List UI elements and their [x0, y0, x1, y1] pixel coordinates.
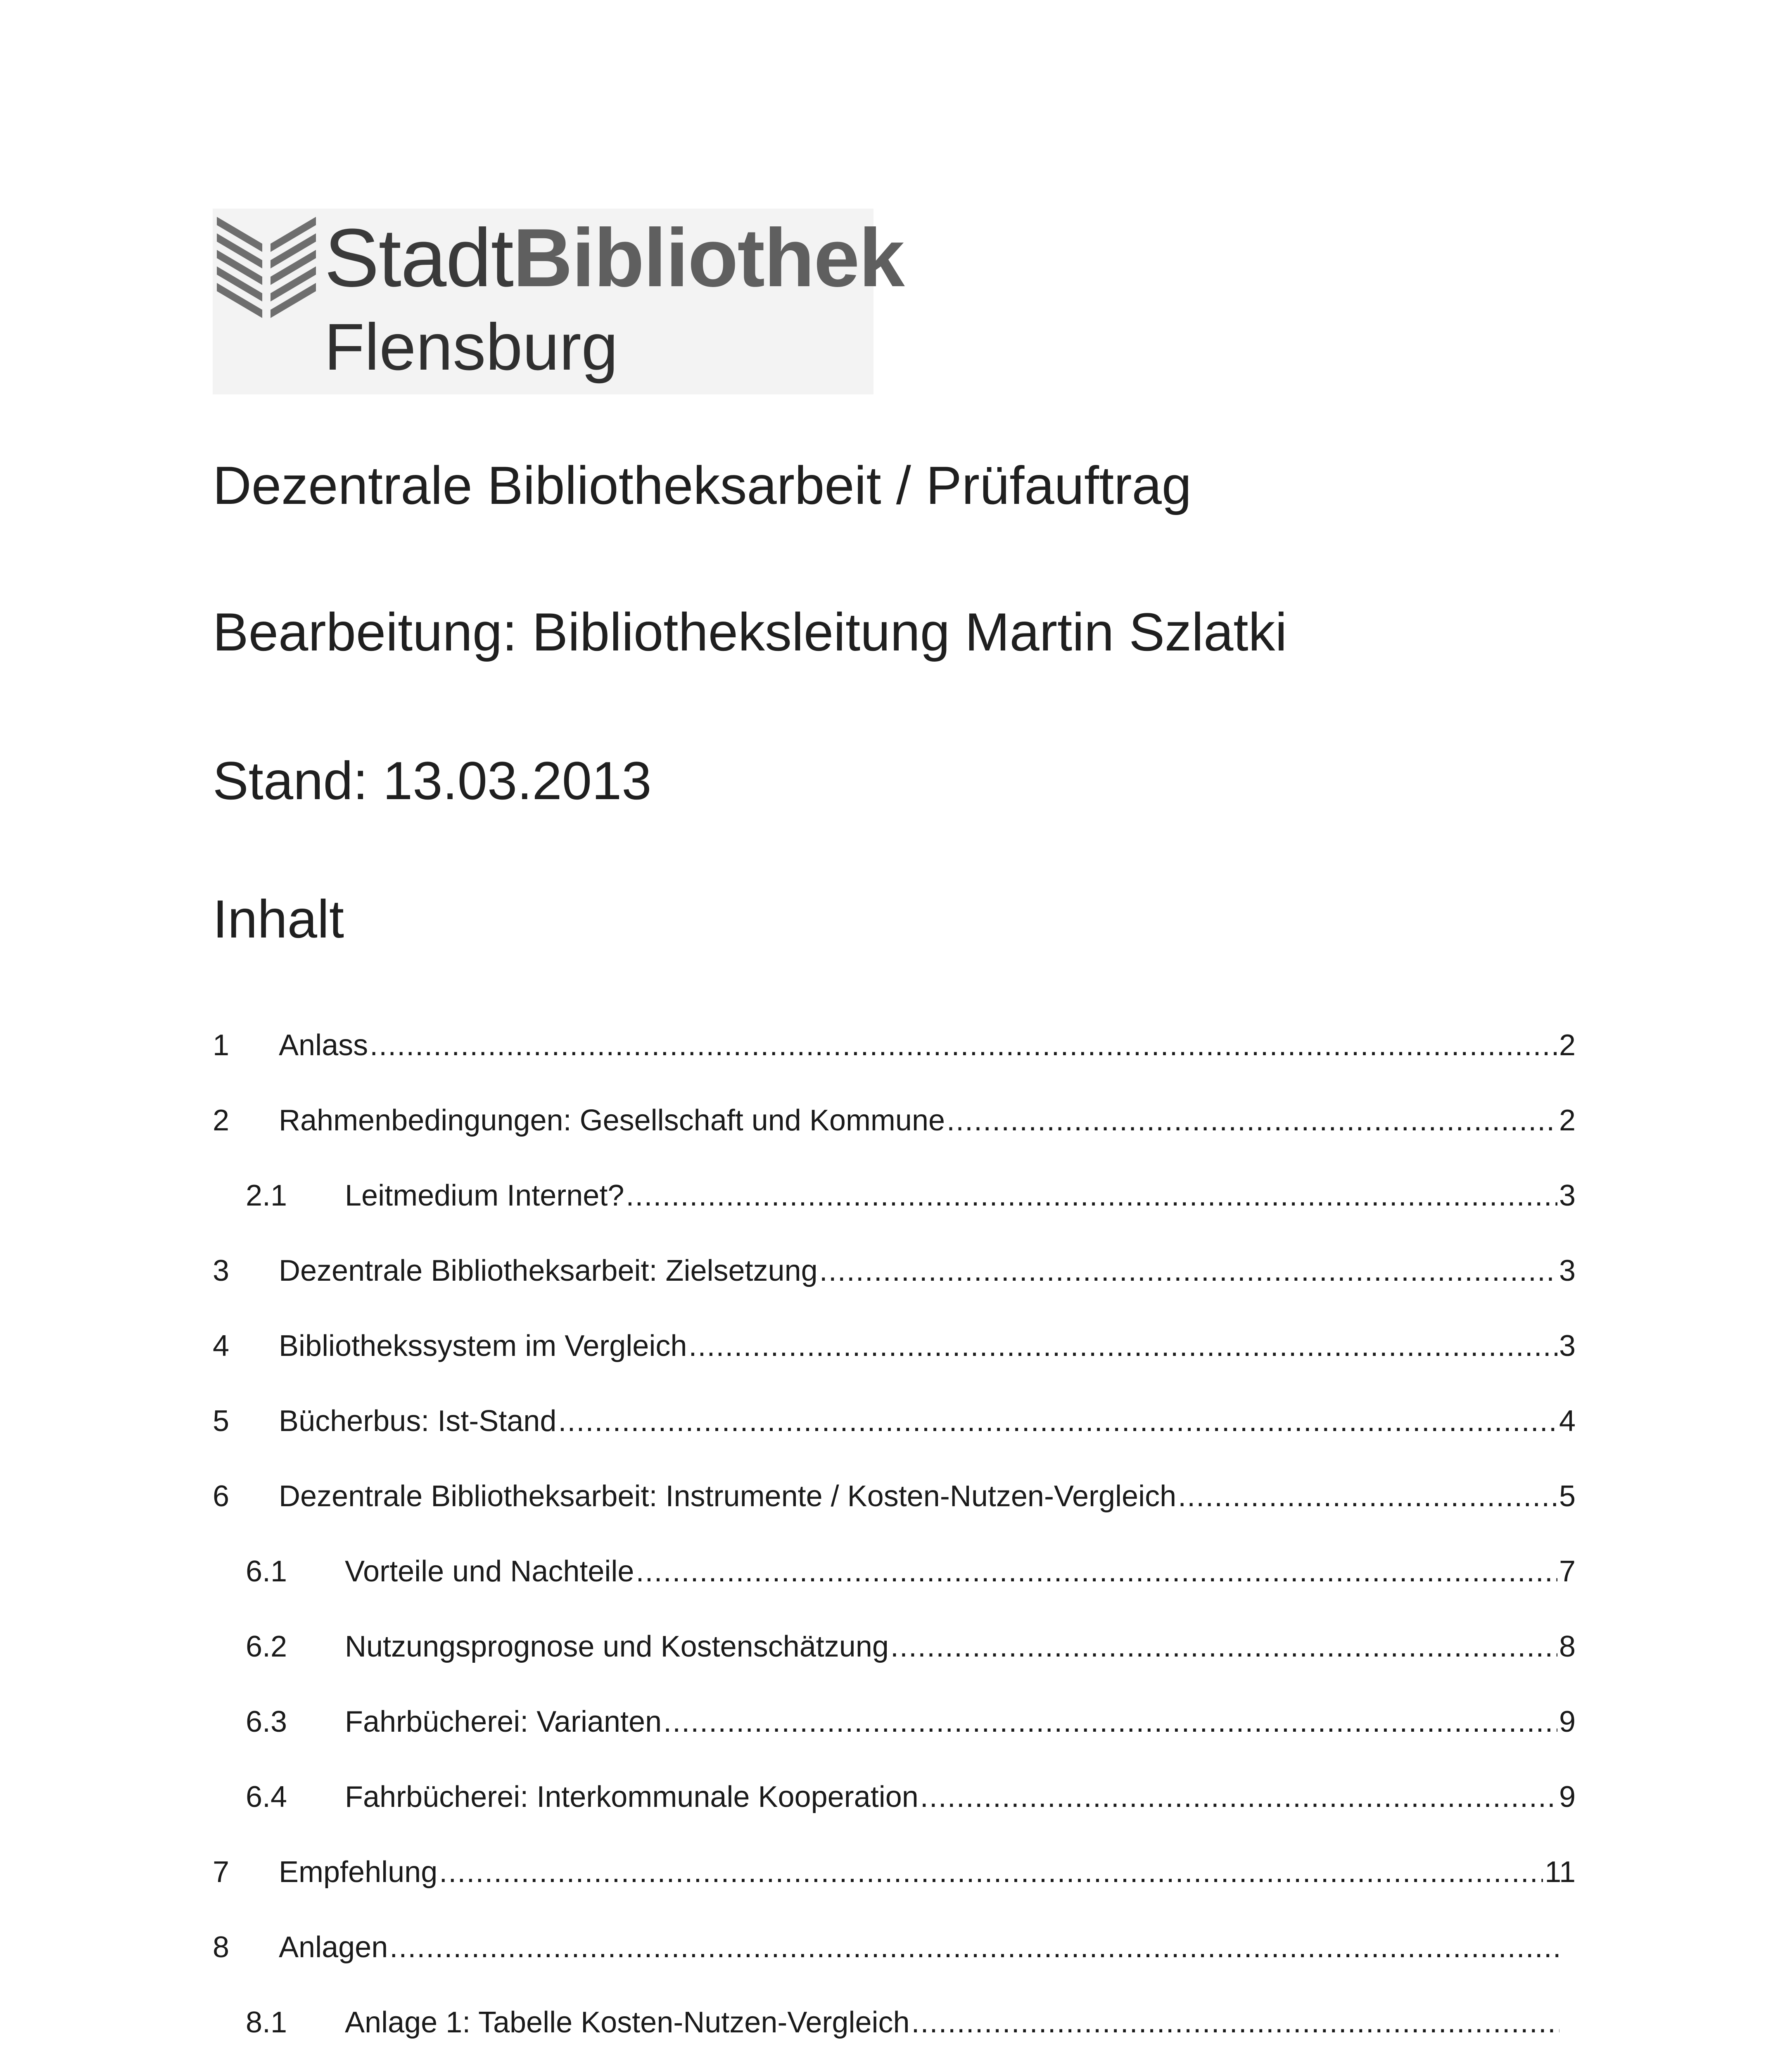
toc-number: 6.1: [246, 1555, 287, 1588]
toc-leader: [439, 1855, 1543, 1889]
toc-number: 6: [213, 1480, 230, 1513]
toc-entry[interactable]: [213, 1179, 1576, 1254]
toc-entry[interactable]: [213, 1630, 1576, 1705]
toc-leader: [890, 1630, 1557, 1664]
toc-page: 3: [1559, 1254, 1576, 1287]
toc-leader: [1178, 1479, 1557, 1513]
toc-leader: [663, 1705, 1557, 1739]
toc-entry[interactable]: [213, 1104, 1576, 1179]
toc-number: 8.1: [246, 2006, 287, 2039]
contents-heading: Inhalt: [213, 889, 344, 949]
toc-page: 3: [1559, 1179, 1576, 1212]
toc-number: 6.4: [246, 1780, 287, 1813]
toc-number: 4: [213, 1329, 230, 1362]
toc-entry[interactable]: [213, 1930, 1576, 2006]
library-logo: [213, 209, 904, 394]
toc-leader: [947, 1104, 1557, 1137]
toc-number: 8: [213, 1931, 230, 1964]
toc-page: 8: [1559, 1630, 1576, 1663]
toc-title: Dezentrale Bibliotheksarbeit: Zielsetzung: [279, 1254, 818, 1287]
toc-title: Bücherbus: Ist-Stand: [279, 1405, 557, 1438]
document-author: Bearbeitung: Bibliotheksleitung Martin Szlatki: [213, 602, 1287, 662]
toc-entry[interactable]: [213, 1555, 1576, 1630]
toc-page: 11: [1545, 1856, 1576, 1889]
toc-title: Anlass: [279, 1029, 368, 1062]
toc-entry[interactable]: [213, 1780, 1576, 1855]
toc-number: 2.1: [246, 1179, 287, 1212]
document-date: Stand: 13.03.2013: [213, 750, 652, 811]
toc-entry[interactable]: [213, 1254, 1576, 1329]
toc-entry[interactable]: [213, 1705, 1576, 1780]
toc-page: 2: [1559, 1104, 1576, 1137]
document-title: Dezentrale Bibliotheksarbeit / Prüfauftrag: [213, 455, 1192, 515]
toc-title: Nutzungsprognose und Kostenschätzung: [345, 1630, 889, 1663]
toc-title: Anlage 1: Tabelle Kosten-Nutzen-Vergleich: [345, 2006, 910, 2039]
toc-leader: [389, 1930, 1559, 1964]
logo-wordmark: [324, 212, 904, 304]
toc-number: 3: [213, 1254, 230, 1287]
toc-title: Fahrbücherei: Interkommunale Kooperation: [345, 1780, 919, 1813]
toc-leader: [920, 1780, 1557, 1814]
table-of-contents: [213, 1028, 1576, 2065]
toc-entry[interactable]: [213, 1028, 1576, 1104]
toc-number: 1: [213, 1029, 230, 1062]
toc-page: 2: [1559, 1029, 1576, 1062]
toc-page: 9: [1559, 1705, 1576, 1738]
toc-leader: [636, 1555, 1557, 1588]
toc-page: 7: [1559, 1555, 1576, 1588]
toc-number: 5: [213, 1405, 230, 1438]
toc-leader: [626, 1179, 1557, 1213]
toc-title: Fahrbücherei: Varianten: [345, 1705, 662, 1738]
toc-title: Dezentrale Bibliotheksarbeit: Instrumente / Kosten-Nutzen-Vergleich: [279, 1480, 1177, 1513]
toc-title: Bibliothekssystem im Vergleich: [279, 1329, 687, 1362]
logo-word-bold: Bibliothek: [513, 212, 904, 304]
toc-entry[interactable]: [213, 1404, 1576, 1479]
toc-page: 5: [1559, 1480, 1576, 1513]
toc-page: 4: [1559, 1405, 1576, 1438]
logo-city: Flensburg: [324, 310, 618, 384]
toc-entry[interactable]: [213, 1855, 1576, 1930]
toc-number: 6.3: [246, 1705, 287, 1738]
logo-word-regular: Stadt: [324, 212, 513, 304]
toc-leader: [911, 2006, 1559, 2039]
toc-entry[interactable]: [213, 2006, 1576, 2065]
toc-entry[interactable]: [213, 1479, 1576, 1555]
toc-title: Leitmedium Internet?: [345, 1179, 624, 1212]
toc-title: Anlagen: [279, 1931, 388, 1964]
toc-leader: [370, 1028, 1557, 1062]
toc-page: 9: [1559, 1780, 1576, 1813]
toc-number: 7: [213, 1856, 230, 1889]
toc-page: 3: [1559, 1329, 1576, 1362]
toc-leader: [819, 1254, 1557, 1288]
toc-leader: [558, 1404, 1557, 1438]
toc-title: Rahmenbedingungen: Gesellschaft und Kommune: [279, 1104, 945, 1137]
toc-number: 6.2: [246, 1630, 287, 1663]
toc-number: 2: [213, 1104, 230, 1137]
toc-title: Empfehlung: [279, 1856, 438, 1889]
toc-entry[interactable]: [213, 1329, 1576, 1404]
open-book-icon: [213, 209, 320, 324]
toc-title: Vorteile und Nachteile: [345, 1555, 634, 1588]
toc-leader: [688, 1329, 1557, 1363]
